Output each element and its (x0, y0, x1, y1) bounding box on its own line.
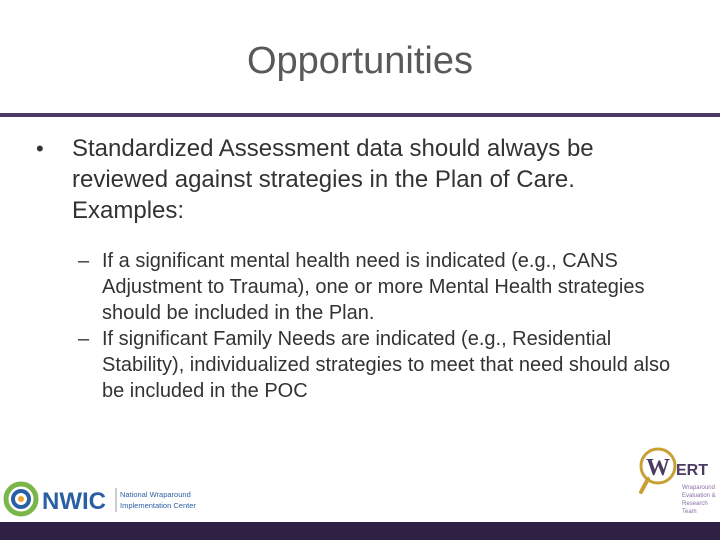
wert-mark: ERT (676, 462, 708, 479)
nwic-line2: Implementation Center (120, 501, 196, 510)
sub-bullet-text: If significant Family Needs are indicated (e.g., Residential Stability), individualized strategies to meet that need should also be included in the POC (102, 328, 671, 402)
sub-bullet-item (78, 248, 688, 326)
footer-bar (0, 522, 720, 540)
sub-bullet-item (78, 326, 688, 404)
wert-line4: Team (682, 509, 697, 515)
wert-line1: Wraparound (682, 485, 715, 491)
svg-text:W: W (646, 455, 670, 481)
main-bullet-text: Standardized Assessment data should always be reviewed against strategies in the Plan of Care. Examples: (72, 135, 594, 224)
nwic-line1: National Wraparound (120, 490, 191, 499)
page-title: Opportunities (246, 40, 473, 82)
dash-marker: – (78, 328, 90, 350)
bullet-marker: • (36, 136, 44, 161)
main-bullet (36, 133, 676, 226)
nwic-logo (2, 478, 212, 520)
wert-logo (636, 444, 718, 524)
sub-bullet-text: If a significant mental health need is indicated (e.g., CANS Adjustment to Trauma), one or more Mental Health strategies should be included in the Plan. (102, 250, 645, 324)
dash-marker: – (78, 250, 90, 272)
wert-line3: Research (682, 501, 708, 507)
title-divider (0, 113, 720, 117)
sub-bullet-list (78, 248, 688, 404)
nwic-swirl-icon (6, 484, 36, 514)
wert-line2: Evaluation & (682, 493, 716, 499)
nwic-abbr: NWIC (42, 488, 106, 515)
magnifier-icon (641, 449, 675, 492)
